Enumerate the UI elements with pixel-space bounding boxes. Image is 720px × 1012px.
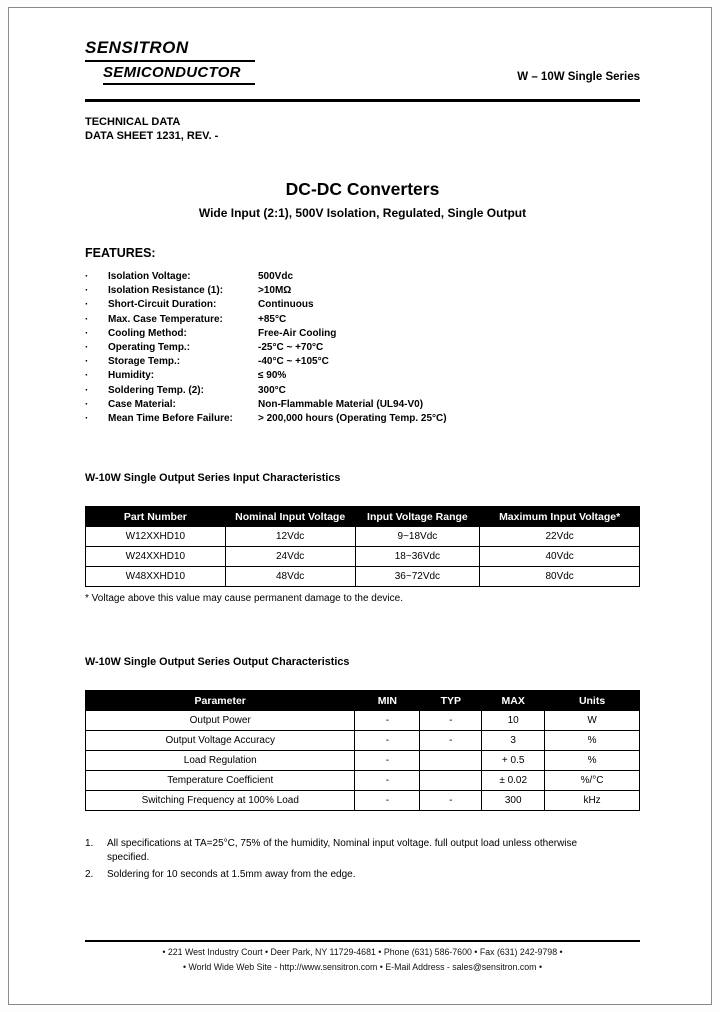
doc-sheet-label: DATA SHEET 1231, REV. - xyxy=(85,130,219,142)
bullet-icon: · xyxy=(85,384,89,396)
feature-value: Continuous xyxy=(258,299,314,311)
feature-item xyxy=(85,270,640,284)
bullet-icon: · xyxy=(85,299,89,311)
document-footer xyxy=(85,940,640,972)
document-content xyxy=(85,38,640,886)
bullet-icon: · xyxy=(85,398,89,410)
table-cell: - xyxy=(355,731,420,751)
feature-item xyxy=(85,327,640,341)
feature-label: Isolation Voltage: xyxy=(108,271,191,282)
table-cell: W24XXHD10 xyxy=(86,547,226,567)
feature-item xyxy=(85,298,640,312)
feature-label: Mean Time Before Failure: xyxy=(108,413,233,425)
table-cell: Load Regulation xyxy=(86,751,355,771)
feature-item xyxy=(85,341,640,355)
feature-value: -25°C ~ +70°C xyxy=(258,342,324,354)
input-characteristics-table xyxy=(85,506,640,587)
table-cell: - xyxy=(420,731,482,751)
feature-value: Free-Air Cooling xyxy=(258,327,337,339)
table-row xyxy=(86,567,640,587)
table-row xyxy=(86,751,640,771)
note-number: 1. xyxy=(85,838,94,850)
note-item xyxy=(85,868,640,882)
column-header: Maximum Input Voltage* xyxy=(480,507,640,527)
bullet-icon: · xyxy=(85,271,89,282)
table-cell: Output Voltage Accuracy xyxy=(86,731,355,751)
table-cell: - xyxy=(355,751,420,771)
feature-value: 300°C xyxy=(258,384,286,396)
table-cell: W xyxy=(545,711,640,731)
table-row xyxy=(86,711,640,731)
table-row xyxy=(86,731,640,751)
output-section-heading: W-10W Single Output Series Output Characteristics xyxy=(85,656,350,669)
column-header: Parameter xyxy=(86,691,355,711)
table-header-row xyxy=(86,691,640,711)
table-cell: - xyxy=(420,711,482,731)
column-header: Input Voltage Range xyxy=(355,507,480,527)
table-cell: ± 0.02 xyxy=(482,771,545,791)
output-characteristics-table xyxy=(85,690,640,811)
note-text: Soldering for 10 seconds at 1.5mm away from the edge. xyxy=(107,869,356,881)
title-block xyxy=(85,179,640,220)
feature-value: Non-Flammable Material (UL94-V0) xyxy=(258,398,424,410)
table-cell: 300 xyxy=(482,791,545,811)
table-cell xyxy=(420,771,482,791)
feature-label: Soldering Temp. (2): xyxy=(108,384,204,396)
bullet-icon: · xyxy=(85,413,89,425)
table-cell: + 0.5 xyxy=(482,751,545,771)
page-title: DC-DC Converters xyxy=(285,179,440,199)
table-row xyxy=(86,771,640,791)
footer-web-line: • World Wide Web Site - http://www.sensitron.com • E-Mail Address - sales@sensitron.com • xyxy=(182,962,543,972)
feature-value: > 200,000 hours (Operating Temp. 25°C) xyxy=(258,413,447,425)
table-row xyxy=(86,527,640,547)
feature-label: Humidity: xyxy=(108,370,155,382)
bullet-icon: · xyxy=(85,327,89,339)
table-cell xyxy=(420,751,482,771)
table-cell: 10 xyxy=(482,711,545,731)
table-cell: kHz xyxy=(545,791,640,811)
features-list xyxy=(85,270,640,426)
bullet-icon: · xyxy=(85,370,89,382)
table-cell: 24Vdc xyxy=(225,547,355,567)
table-cell: - xyxy=(355,771,420,791)
table-cell: - xyxy=(355,791,420,811)
feature-value: -40°C ~ +105°C xyxy=(258,356,329,368)
feature-item xyxy=(85,284,640,298)
column-header: MAX xyxy=(482,691,545,711)
note-number: 2. xyxy=(85,869,94,881)
footer-address-line: • 221 West Industry Court • Deer Park, NY 11729-4681 • Phone (631) 586-7600 • Fax (631) 242-9798 • xyxy=(162,947,563,957)
table-cell: % xyxy=(545,731,640,751)
input-table-footnote: * Voltage above this value may cause permanent damage to the device. xyxy=(85,593,403,605)
column-header: Units xyxy=(545,691,640,711)
technical-data-block xyxy=(85,115,640,143)
table-cell: W48XXHD10 xyxy=(86,567,226,587)
column-header: MIN xyxy=(355,691,420,711)
column-header: Nominal Input Voltage xyxy=(225,507,355,527)
table-cell: - xyxy=(355,711,420,731)
document-header xyxy=(85,38,640,85)
feature-label: Short-Circuit Duration: xyxy=(108,299,217,311)
feature-value: +85°C xyxy=(258,313,287,325)
feature-item xyxy=(85,313,640,327)
table-cell: 18~36Vdc xyxy=(355,547,480,567)
header-divider xyxy=(85,99,640,102)
table-cell: 3 xyxy=(482,731,545,751)
features-heading: FEATURES: xyxy=(85,246,156,260)
table-cell: W12XXHD10 xyxy=(86,527,226,547)
feature-item xyxy=(85,398,640,412)
table-cell: % xyxy=(545,751,640,771)
table-cell: 36~72Vdc xyxy=(355,567,480,587)
brand-logo xyxy=(85,38,255,85)
table-cell: 9~18Vdc xyxy=(355,527,480,547)
feature-item xyxy=(85,369,640,383)
notes-list xyxy=(85,837,640,882)
doc-type-label: TECHNICAL DATA xyxy=(85,116,181,128)
table-row xyxy=(86,547,640,567)
feature-value: ≤ 90% xyxy=(258,370,287,382)
table-cell: 80Vdc xyxy=(480,567,640,587)
table-cell: 12Vdc xyxy=(225,527,355,547)
page-subtitle: Wide Input (2:1), 500V Isolation, Regulated, Single Output xyxy=(198,206,527,220)
table-cell: 22Vdc xyxy=(480,527,640,547)
series-title: W – 10W Single Series xyxy=(517,71,640,83)
footer-divider xyxy=(85,940,640,942)
feature-label: Isolation Resistance (1): xyxy=(108,285,224,297)
bullet-icon: · xyxy=(85,342,89,354)
feature-label: Operating Temp.: xyxy=(108,342,191,354)
table-cell: 40Vdc xyxy=(480,547,640,567)
feature-item xyxy=(85,412,640,426)
feature-item xyxy=(85,355,640,369)
note-text: All specifications at TA=25°C, 75% of the humidity, Nominal input voltage. full output load unless otherwise specified. xyxy=(107,838,578,863)
feature-value: >10MΩ xyxy=(258,285,292,297)
feature-label: Case Material: xyxy=(108,398,176,410)
table-cell: 48Vdc xyxy=(225,567,355,587)
table-cell: %/°C xyxy=(545,771,640,791)
column-header: TYP xyxy=(420,691,482,711)
table-header-row xyxy=(86,507,640,527)
bullet-icon: · xyxy=(85,313,89,325)
table-cell: Temperature Coefficient xyxy=(86,771,355,791)
bullet-icon: · xyxy=(85,356,89,368)
table-cell: Output Power xyxy=(86,711,355,731)
bullet-icon: · xyxy=(85,285,89,297)
feature-label: Storage Temp.: xyxy=(108,356,181,368)
brand-name: SENSITRON xyxy=(85,38,255,62)
feature-label: Max. Case Temperature: xyxy=(108,313,223,325)
table-row xyxy=(86,791,640,811)
input-section-heading: W-10W Single Output Series Input Characteristics xyxy=(85,472,341,485)
feature-item xyxy=(85,384,640,398)
table-cell: - xyxy=(420,791,482,811)
table-cell: Switching Frequency at 100% Load xyxy=(86,791,355,811)
feature-label: Cooling Method: xyxy=(108,327,187,339)
column-header: Part Number xyxy=(86,507,226,527)
note-item xyxy=(85,837,640,864)
brand-subname: SEMICONDUCTOR xyxy=(103,64,255,85)
feature-value: 500Vdc xyxy=(258,271,294,282)
